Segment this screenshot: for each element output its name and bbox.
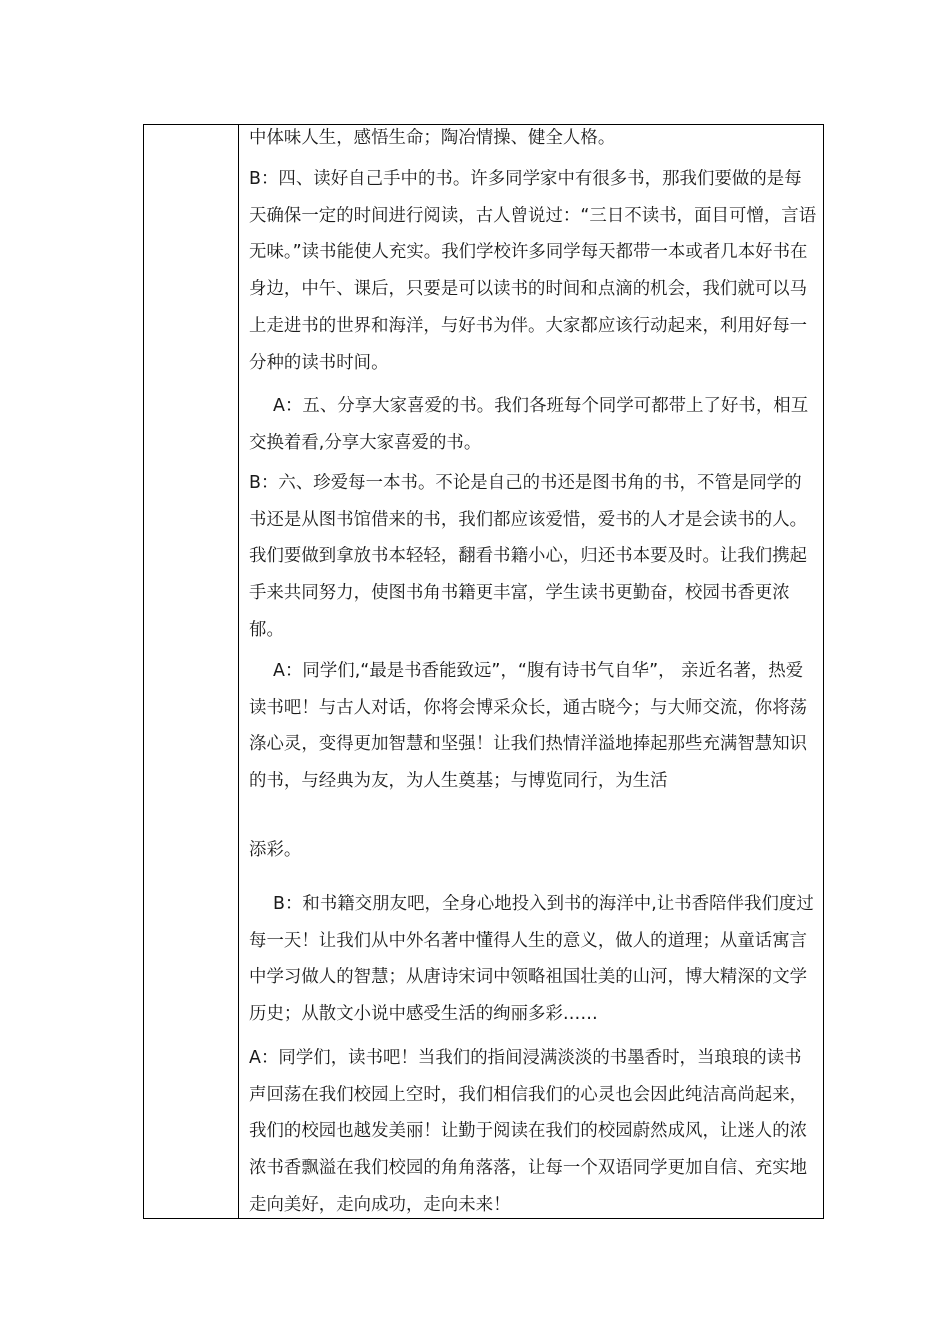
paragraph-6: 添彩。	[249, 840, 302, 860]
table-left-column	[144, 125, 239, 1218]
document-table	[143, 124, 824, 1219]
paragraph-4: B：六、珍爱每一本书。不论是自己的书还是图书角的书，不管是同学的书还是从图书馆借来的书，我们都应该爱惜，爱书的人才是会读书的人。我们要做到拿放书本轻轻，翻看书籍小心，归还书本要及时。让我们携起手来共同努力，使图书角书籍更丰富，学生读书更勤奋，校园书香更浓郁。	[249, 473, 808, 640]
paragraph-8: A：同学们，读书吧！当我们的指间浸满淡淡的书墨香时，当琅琅的读书声回荡在我们校园上空时，我们相信我们的心灵也会因此纯洁高尚起来，我们的校园也越发美丽！让勤于阅读在我们的校园蔚然成风，让迷人的浓浓书香飘溢在我们校园的角角落落，让每一个双语同学更加自信、充实地走向美好，走向成功，走向未来！	[249, 1048, 808, 1215]
table-content-column	[240, 125, 823, 1218]
paragraph-3: A：五、分享大家喜爱的书。我们各班每个同学可都带上了好书，相互交换着看,分享大家喜爱的书。	[249, 396, 809, 453]
paragraph-1: 中体味人生，感悟生命；陶冶情操、健全人格。	[249, 128, 616, 148]
paragraph-7: B：和书籍交朋友吧，全身心地投入到书的海洋中,让书香陪伴我们度过每一天！让我们从中外名著中懂得人生的意义，做人的道理；从童话寓言中学习做人的智慧；从唐诗宋词中领略祖国壮美的山河，博大精深的文学历史；从散文小说中感受生活的绚丽多彩……	[249, 894, 814, 1025]
paragraph-2: B：四、读好自己手中的书。许多同学家中有很多书，那我们要做的是每天确保一定的时间进行阅读，古人曾说过：“三日不读书，面目可憎，言语无味。”读书能使人充实。我们学校许多同学每天都带一本或者几本好书在身边，中午、课后，只要是可以读书的时间和点滴的机会，我们就可以马上走进书的世界和海洋，与好书为伴。大家都应该行动起来，利用好每一分种的读书时间。	[249, 169, 817, 373]
paragraph-5: A：同学们,“最是书香能致远”，“腹有诗书气自华”， 亲近名著，热爱读书吧！与古人对话，你将会博采众长，通古晓今；与大师交流，你将荡涤心灵，变得更加智慧和坚强！让我们热情洋溢地捧起那些充满智慧知识的书，与经典为友，为人生奠基；与博览同行，为生活	[249, 661, 808, 792]
